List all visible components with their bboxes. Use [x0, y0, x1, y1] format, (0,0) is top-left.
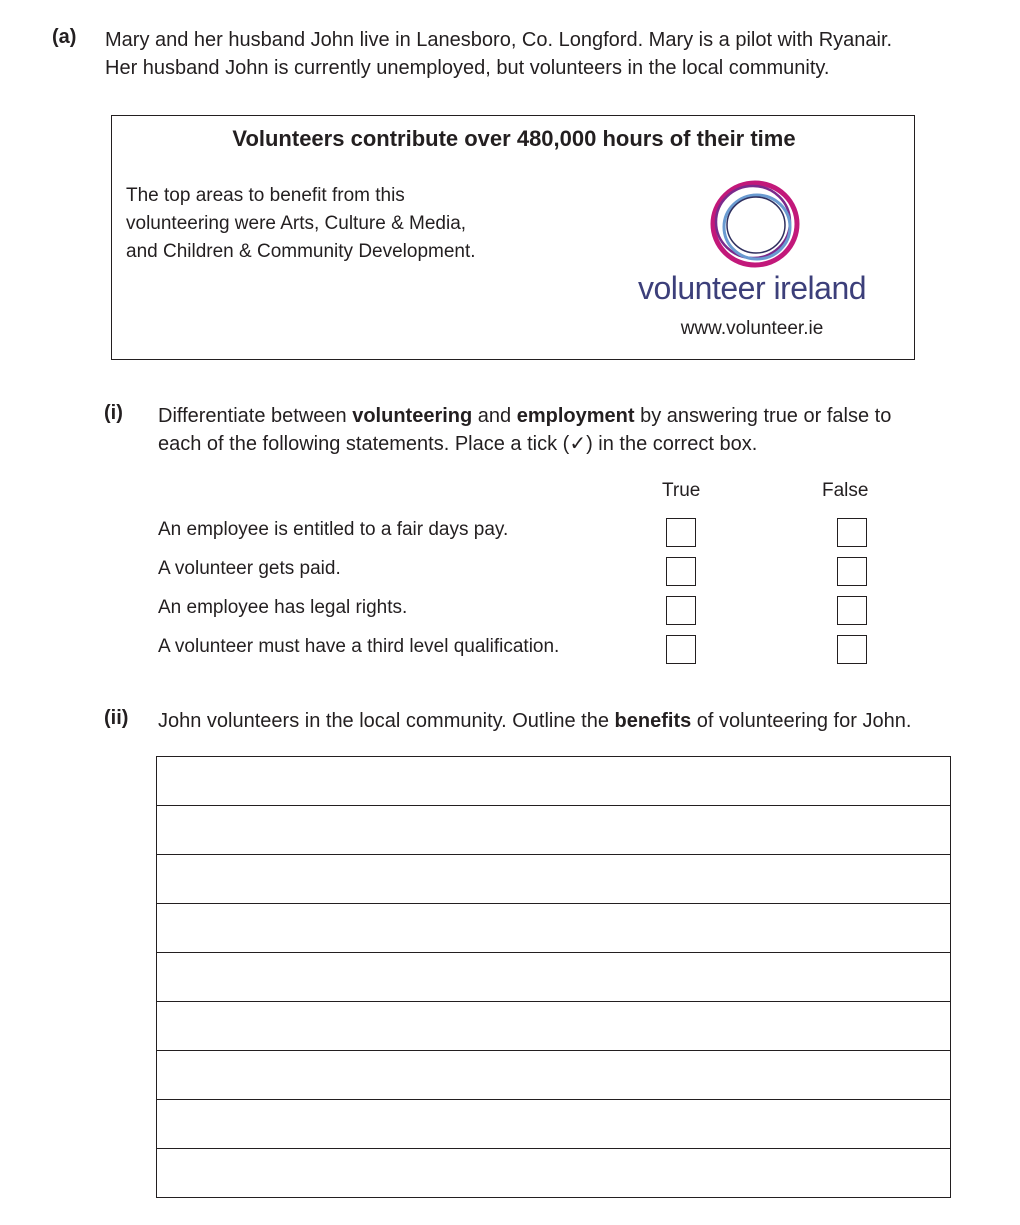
intro-line-2: Her husband John is currently unemployed, but volunteers in the local community.	[105, 57, 830, 79]
true-checkbox-3[interactable]	[666, 596, 696, 625]
info-text-line-3: and Children & Community Development.	[126, 241, 476, 262]
question-i-line1-post: by answering true or false to	[634, 405, 892, 427]
info-text-line-1: The top areas to benefit from this	[126, 185, 405, 206]
answer-line	[157, 854, 950, 855]
question-i-line1-pre: Differentiate between	[158, 405, 353, 427]
intro-line-1: Mary and her husband John live in Lanesboro, Co. Longford. Mary is a pilot with Ryanair.	[105, 29, 893, 51]
answer-line	[157, 952, 950, 953]
volunteer-ireland-logo	[632, 178, 872, 338]
question-ii-post: of volunteering for John.	[691, 710, 912, 732]
statement-2: A volunteer gets paid.	[158, 558, 341, 579]
bold-employment: employment	[516, 405, 635, 427]
answer-box[interactable]	[156, 756, 951, 1198]
column-header-false: False	[822, 480, 869, 501]
statement-3: An employee has legal rights.	[158, 597, 408, 618]
true-checkbox-1[interactable]	[666, 518, 696, 547]
false-checkbox-1[interactable]	[837, 518, 867, 547]
answer-line	[157, 1148, 950, 1149]
info-box-text	[126, 182, 546, 266]
bold-benefits: benefits	[614, 710, 692, 732]
question-i-line1-mid: and	[472, 405, 517, 427]
question-ii-pre: John volunteers in the local community. Outline the	[158, 710, 615, 732]
false-checkbox-2[interactable]	[837, 557, 867, 586]
true-checkbox-2[interactable]	[666, 557, 696, 586]
statement-4: A volunteer must have a third level qualification.	[158, 636, 560, 657]
column-header-true: True	[662, 480, 701, 501]
question-i-label: (i)	[104, 402, 123, 424]
question-ii-label: (ii)	[104, 707, 129, 729]
answer-line	[157, 903, 950, 904]
info-box-title: Volunteers contribute over 480,000 hours of their time	[232, 126, 796, 151]
bold-volunteering: volunteering	[352, 405, 473, 427]
logo-wordmark: volunteer ireland	[637, 270, 867, 306]
question-i-line-1	[158, 402, 958, 430]
answer-line	[157, 1099, 950, 1100]
false-checkbox-3[interactable]	[837, 596, 867, 625]
logo-url: www.volunteer.ie	[680, 318, 824, 339]
true-checkbox-4[interactable]	[666, 635, 696, 664]
question-i-line-2: each of the following statements. Place a tick (✓) in the correct box.	[158, 433, 758, 455]
false-checkbox-4[interactable]	[837, 635, 867, 664]
question-i-text	[158, 402, 958, 458]
answer-line	[157, 1001, 950, 1002]
question-a-label: (a)	[52, 26, 77, 48]
ring-logo-icon	[708, 178, 802, 272]
info-text-line-2: volunteering were Arts, Culture & Media,	[126, 213, 467, 234]
statement-1: An employee is entitled to a fair days pay.	[158, 519, 509, 540]
question-ii-text	[158, 707, 978, 735]
answer-line	[157, 1050, 950, 1051]
answer-line	[157, 805, 950, 806]
info-box	[111, 115, 915, 360]
question-a-intro	[105, 26, 985, 82]
